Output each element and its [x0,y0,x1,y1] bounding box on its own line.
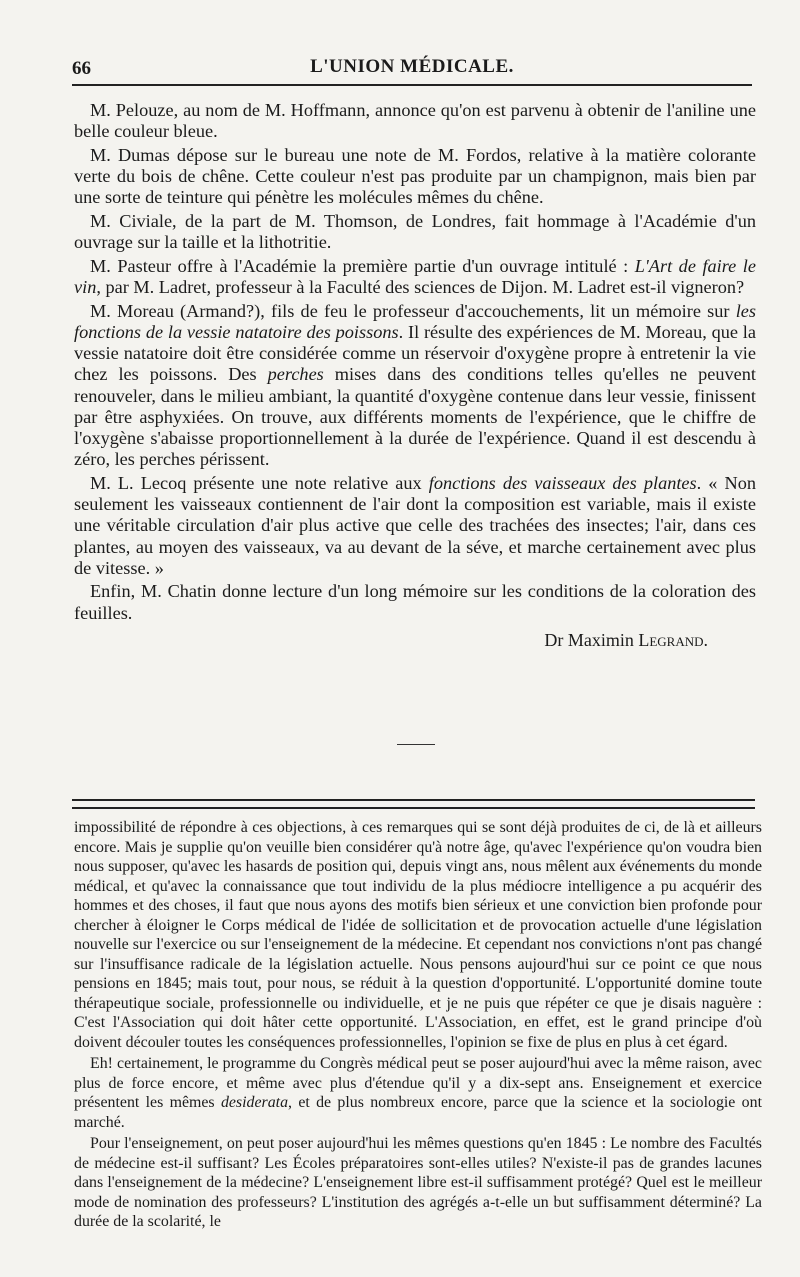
signature-prefix: Dr Maximin [544,629,639,650]
feuilleton-paragraph: Pour l'enseignement, on peut poser aujourd'hui les mêmes questions qu'en 1845 : Le nombre des Facultés de médecine est-il suffisant? Les Écoles préparatoires sont-elles utiles? N'existe-il pas de grandes lacunes dans l'enseignement de la médecine? L'enseignement libre est-il suffisamment protégé? Quel est le meilleur mode de nomination des professeurs? L'institution des agrégés a-t-elle un but suffisamment déterminé? La durée de la scolarité, le [74,1135,762,1230]
text-run: , par M. Ladret, professeur à la Faculté des sciences de Dijon. M. Ladret est-il vigneron? [96,277,745,298]
text-run: . « Non seulement les vaisseaux contiennent de l'air dont la composition est variable, mais il existe une véritable circulation d'air plus active que celle des trachées des insectes; l'air, dans ces plantes, au moyen des vaisseaux, va au devant de la séve, et marche certainement avec plus de vitesse. » [74,472,756,578]
section-divider [397,744,435,745]
text-run: mises dans des conditions telles qu'elles ne peuvent renouveler, dans le milieu ambiant, la quantité d'oxygène contenue dans leur vessie, finissent par être asphyxiées. On trouve, aux différents moments de l'expérience, que le chiffre de l'oxygène s'abaisse proportionnellement à la durée de l'expérience. Quand il est descendu à zéro, les perches périssent. [74,364,756,470]
academy-report [74,100,756,651]
book-title: L'Art de faire le vin [74,255,756,298]
signature [74,630,756,651]
page-number: 66 [72,58,91,79]
header-rule [72,84,752,86]
text-run: . Il résulte des expériences de M. Moreau, que la vessie natatoire doit être considérée comme un réservoir d'oxygène propre à entretenir la vie chez les poissons. Des [74,322,756,385]
paragraph-civiale: M. Civiale, de la part de M. Thomson, de Londres, fait hommage à l'Académie d'un ouvrage sur la taille et la lithotritie. [74,211,756,253]
text-run: M. Moreau (Armand?), fils de feu le professeur d'accouchements, lit un mémoire sur [90,300,736,321]
paragraph-pasteur [74,256,756,298]
text-run: M. Pasteur offre à l'Académie la première partie d'un ouvrage intitulé : [90,255,635,276]
page-header [72,52,752,82]
running-title: L'UNION MÉDICALE. [310,56,514,77]
feuilleton-text [74,818,762,1234]
italic-term: perches [267,364,324,385]
paragraph-pelouze: M. Pelouze, au nom de M. Hoffmann, annonce qu'on est parvenu à obtenir de l'aniline une belle couleur bleue. [74,100,756,142]
paragraph-dumas: M. Dumas dépose sur le bureau une note de M. Fordos, relative à la matière colorante verte du bois de chêne. Cette couleur n'est pas produite par un champignon, mais bien par une sorte de teinture qui pénètre les molécules mêmes du chêne. [74,144,756,208]
note-title: fonctions des vaisseaux des plantes [428,472,697,493]
signature-name: Legrand. [638,629,708,650]
text-run: Eh! certainement, le programme du Congrès médical peut se poser aujourd'hui avec la même raison, avec plus de force encore, et même avec plus d'étendue qu'il y a dix-sept ans. Enseignement et exercice présentent les mêmes [74,1055,762,1111]
text-run: , et de plus nombreux encore, parce que la science et la sociologie ont marché. [74,1094,762,1131]
feuilleton-paragraph [74,1054,762,1132]
text-run: M. L. Lecoq présente une note relative aux [90,472,429,493]
italic-term: desiderata [220,1094,289,1111]
paragraph-lecoq [74,473,756,579]
memoir-title: les fonctions de la vessie natatoire des poissons [74,300,756,343]
paragraph-moreau [74,301,756,471]
feuilleton-paragraph: impossibilité de répondre à ces objections, à ces remarques qui se sont déjà produites de ci, de là et ailleurs encore. Mais je supplie qu'on veuille bien considérer qu'à notre âge, qu'avec l'expérience qu'on voudra bien nous supposer, qu'avec les hasards de position qui, depuis vingt ans, nous mêlent aux événements du monde médical, et qu'avec la connaissance que tout individu de la plus médiocre intelligence a pu acquérir des hommes et des choses, il faut que nous ayons des motifs bien sérieux et une conviction bien profonde pour chercher à éloigner le Corps médical de l'idée de sollicitation et de provocation actuelle d'une législation nouvelle sur l'exercice ou sur l'enseignement de la médecine. Et cependant nos convictions n'ont pas changé sur l'insuffisance radicale de la législation actuelle. Nous pensons aujourd'hui sur ce point ce que nous pensions en 1845; mais tout, pour nous, se réduit à la question d'opportunité. L'opportunité domine toute thérapeutique sociale, professionnelle ou individuelle, et je ne puis que répéter ce que je disais naguère : C'est l'Association qui doit hâter cette opportunité. L'Association, en effet, est le grand principe d'où doivent découler toutes les conséquences professionnelles, l'opinion se fixe de plus en plus à cet égard. [74,819,762,1051]
paragraph-chatin: Enfin, M. Chatin donne lecture d'un long mémoire sur les conditions de la coloration des feuilles. [74,581,756,623]
feuilleton-divider [72,799,755,809]
